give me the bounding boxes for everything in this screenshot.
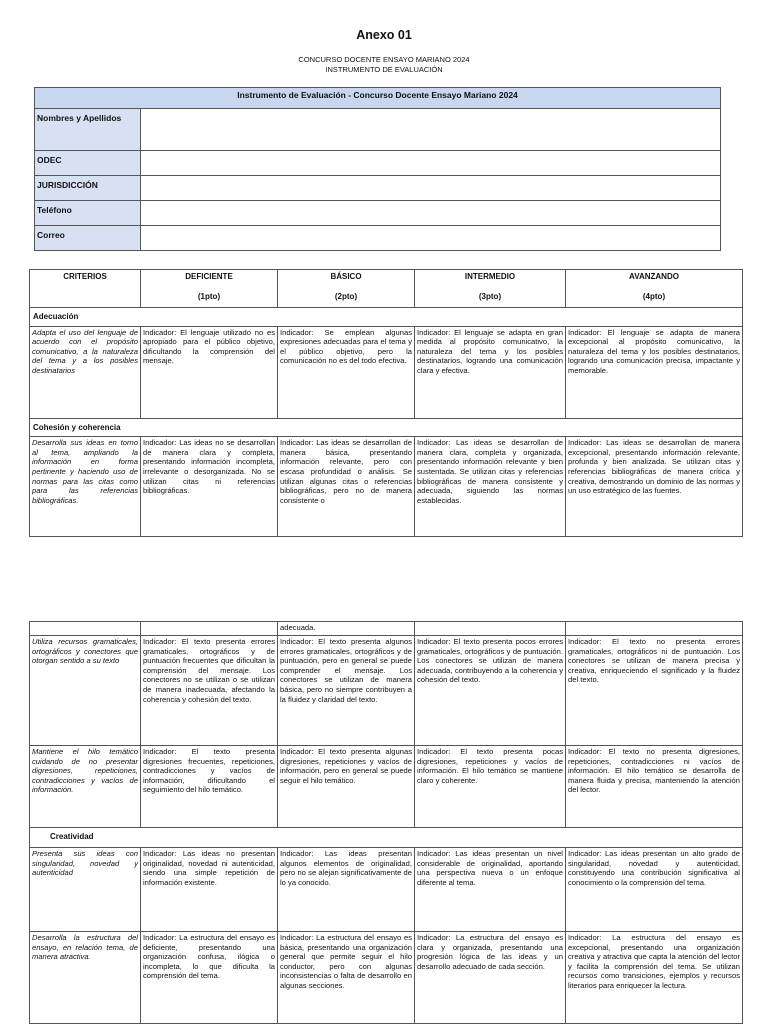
indicador-deficiente: Indicador: El texto presenta errores gramaticales, ortográficos y de puntuación frecuentes que dificultan la comprensión del mensaje. Los conectores no se utilizan o se utilizan de manera inadecuada, afectando la coherencia y cohesión del texto. (141, 636, 278, 746)
col-header-intermedio: INTERMEDIO (3pto) (415, 270, 566, 308)
rubric-row (30, 848, 743, 932)
criterio-cell: Adapta el uso del lenguaje de acuerdo con el propósito comunicativo, a la naturaleza del tema y a los posibles destinatarios (30, 326, 141, 418)
rubric-row-continuation (30, 622, 743, 636)
field-value-nombres[interactable] (141, 109, 721, 151)
indicador-avanzando: Indicador: Las ideas se desarrollan de manera excepcional, presentando información relevante, profunda y bien analizada. Se utilizan citas y referencias bibliográficas de manera crítica y creativa, demostrando un dominio de las normas y un uso estratégico de las fuentes. (566, 437, 743, 537)
rubric-row (30, 326, 743, 418)
rubric-table-part-2 (29, 621, 743, 1024)
subtitle-line-2: INSTRUMENTO DE EVALUACIÓN (325, 65, 443, 74)
subtitle-line-1: CONCURSO DOCENTE ENSAYO MARIANO 2024 (298, 55, 470, 64)
indicador-deficiente (141, 622, 278, 636)
indicador-intermedio: Indicador: Las ideas se desarrollan de manera clara, completa y organizada, presentando información relevante y bien sustentada. Se utilizan citas y referencias bibliográficas de manera consistente y adecuada, siguiendo las normas establecidas. (415, 437, 566, 537)
rubric-table-part-1 (29, 269, 743, 537)
field-value-jurisdiccion[interactable] (141, 176, 721, 201)
criterio-cell: Mantiene el hilo temático cuidando de no presentar digresiones, repeticiones, contradicciones y vacíos de información. (30, 746, 141, 828)
indicador-avanzando: Indicador: Las ideas presentan un alto grado de singularidad, novedad y autenticidad, constituyendo una contribución significativa al conocimiento o la comprensión del tema. (566, 848, 743, 932)
col-header-basico: BÁSICO (2pto) (278, 270, 415, 308)
rubric-header-row (30, 270, 743, 308)
rubric-row (30, 746, 743, 828)
indicador-intermedio: Indicador: La estructura del ensayo es clara y organizada, presentando una progresión lógica de las ideas y un desarrollo adecuado de cada sección. (415, 932, 566, 1024)
col-header-criterios: CRITERIOS (30, 270, 141, 308)
criterio-cell: Presenta sus ideas con singularidad, novedad y autenticidad (30, 848, 141, 932)
indicador-avanzando: Indicador: El texto no presenta digresiones, repeticiones, contradicciones ni vacíos de información. El hilo temático se desarrolla de manera fluida y precisa, manteniendo la atención del lector. (566, 746, 743, 828)
indicador-basico: Indicador: Las ideas se desarrollan de manera básica, presentando información relevante, pero con escasa profundidad o análisis. Se utilizan algunas citas o referencias bibliográficas, pero no de manera consistente o (278, 437, 415, 537)
field-label-nombres: Nombres y Apellidos (35, 109, 141, 151)
indicador-intermedio (415, 622, 566, 636)
section-cohesion: Cohesión y coherencia (30, 418, 743, 437)
document-title: Anexo 01 (356, 28, 412, 42)
indicador-basico: Indicador: La estructura del ensayo es básica, presentando una organización general que permite seguir el hilo conductor, pero con algunas inconsistencias o falta de desarrollo en algunas secciones. (278, 932, 415, 1024)
indicador-basico: Indicador: Se emplean algunas expresiones adecuadas para el tema y el público objetivo, pero la comunicación no es del todo efectiva. (278, 326, 415, 418)
indicador-deficiente: Indicador: Las ideas no presentan originalidad, novedad ni autenticidad, siendo una simple repetición de información existente. (141, 848, 278, 932)
col-header-avanzando: AVANZANDO (4pto) (566, 270, 743, 308)
criterio-cell (30, 622, 141, 636)
indicador-basico: Indicador: El texto presenta algunas digresiones, repeticiones y vacíos de información, pero en general se puede seguir el hilo temático. (278, 746, 415, 828)
section-adecuacion: Adecuación (30, 308, 743, 327)
indicador-avanzando: Indicador: La estructura del ensayo es excepcional, presentando una organización creativa y atractiva que capta la atención del lector y facilita la comprensión del tema. Se utilizan recursos como transiciones, ejemplos y recursos literarios para enriquecer la lectura. (566, 932, 743, 1024)
indicador-avanzando (566, 622, 743, 636)
document-subtitle (0, 55, 768, 75)
indicador-basico: Indicador: El texto presenta algunos errores gramaticales, ortográficos y de puntuación, pero en general se puede comprender el mensaje. Los conectores se utilizan de manera básica, pero no siempre contribuyen a la fluidez y claridad del texto. (278, 636, 415, 746)
rubric-row (30, 437, 743, 537)
field-value-odec[interactable] (141, 151, 721, 176)
indicador-intermedio: Indicador: El texto presenta pocos errores gramaticales, ortográficos y de puntuación. Los conectores se utilizan de manera adecuada, contribuyendo a la coherencia y cohesión del texto. (415, 636, 566, 746)
criterio-cell: Utiliza recursos gramaticales, ortográficos y conectores que otorgan sentido a su texto (30, 636, 141, 746)
indicador-deficiente: Indicador: Las ideas no se desarrollan de manera clara y completa, presentando información incompleta, irrelevante o desorganizada. No se utilizan citas ni referencias bibliográficas. (141, 437, 278, 537)
field-label-odec: ODEC (35, 151, 141, 176)
field-label-telefono: Teléfono (35, 201, 141, 226)
indicador-avanzando: Indicador: El texto no presenta errores gramaticales, ortográficos ni de puntuación. Los conectores se utilizan de manera precisa y creativa, enriqueciendo el significado y la fluidez del texto. (566, 636, 743, 746)
indicador-avanzando: Indicador: El lenguaje se adapta de manera excepcional al propósito comunicativo, la naturaleza del tema y los posibles destinatarios, logrando una comunicación precisa, impactante y memorable. (566, 326, 743, 418)
indicador-intermedio: Indicador: Las ideas presentan un nivel considerable de originalidad, aportando una perspectiva nueva o un enfoque diferente al tema. (415, 848, 566, 932)
info-table (34, 87, 721, 251)
criterio-cell: Desarrolla sus ideas en torno al tema, ampliando la información en forma pertinente y haciendo uso de normas para las citas como para las referencias bibliográficas. (30, 437, 141, 537)
indicador-deficiente: Indicador: El texto presenta digresiones frecuentes, repeticiones, contradicciones y vacíos de información, dificultando el seguimiento del hilo temático. (141, 746, 278, 828)
rubric-row (30, 932, 743, 1024)
field-label-correo: Correo (35, 226, 141, 251)
indicador-basico: Indicador: Las ideas presentan algunos elementos de originalidad, pero no se alejan significativamente de lo ya conocido. (278, 848, 415, 932)
rubric-row (30, 636, 743, 746)
field-value-telefono[interactable] (141, 201, 721, 226)
indicador-intermedio: Indicador: El lenguaje se adapta en gran medida al propósito comunicativo, la naturaleza del tema y los posibles destinatarios, logrando una comunicación clara y efectiva. (415, 326, 566, 418)
field-value-correo[interactable] (141, 226, 721, 251)
info-table-header: Instrumento de Evaluación - Concurso Docente Ensayo Mariano 2024 (35, 88, 721, 109)
indicador-deficiente: Indicador: La estructura del ensayo es deficiente, presentando una organización confusa, ilógica o incompleta, lo que dificulta la comprensión del tema. (141, 932, 278, 1024)
section-creatividad: Creatividad (30, 828, 743, 848)
page-break (0, 568, 768, 618)
indicador-deficiente: Indicador: El lenguaje utilizado no es apropiado para el público objetivo, dificultando la comprensión del mensaje. (141, 326, 278, 418)
criterio-cell: Desarrolla la estructura del ensayo, en relación tema, de manera atractiva. (30, 932, 141, 1024)
indicador-intermedio: Indicador: El texto presenta pocas digresiones, repeticiones y vacíos de información. El hilo temático se mantiene claro y coherente. (415, 746, 566, 828)
indicador-basico: adecuada. (278, 622, 415, 636)
field-label-jurisdiccion: JURISDICCIÓN (35, 176, 141, 201)
col-header-deficiente: DEFICIENTE (1pto) (141, 270, 278, 308)
